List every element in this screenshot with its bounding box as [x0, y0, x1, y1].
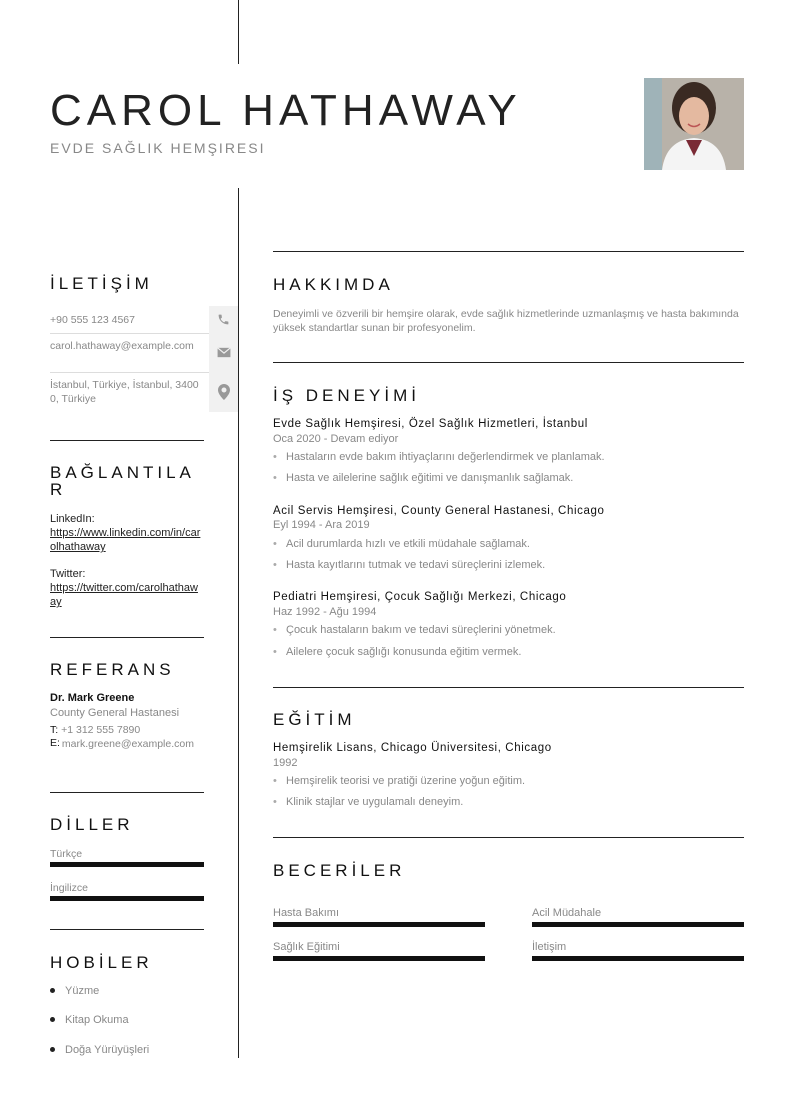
sidebar-divider [50, 929, 204, 930]
job-bullet-text: Acil durumlarda hızlı ve etkili müdahale sağlamak. [286, 538, 530, 550]
education-bullet-text: Hemşirelik teorisi ve pratiği üzerine yoğun eğitim. [286, 775, 526, 787]
skill-level-bar [532, 956, 744, 961]
envelope-icon [209, 333, 238, 372]
job-date: Eyl 1994 - Ara 2019 [273, 519, 370, 531]
education-year: 1992 [273, 757, 298, 769]
job-bullet: • Hastaların evde bakım ihtiyaçlarını değerlendirmek ve planlamak. [273, 451, 605, 463]
reference-phone: +1 312 555 7890 [61, 724, 141, 736]
hobby-label: Yüzme [65, 985, 100, 997]
contact-phone: +90 555 123 4567 [50, 314, 135, 326]
job-title: Acil Servis Hemşiresi, County General Hastanesi, Chicago [273, 505, 605, 517]
section-divider [273, 251, 744, 252]
skills-heading: BECERİLER [273, 861, 406, 880]
education-degree: Hemşirelik Lisans, Chicago Üniversitesi, Chicago [273, 742, 552, 754]
job-bullet: • Ailelere çocuk sağlığı konusunda eğitim vermek. [273, 646, 522, 658]
languages-heading: DİLLER [50, 815, 134, 834]
education-bullet-text: Klinik stajlar ve uygulamalı deneyim. [286, 796, 464, 808]
reference-phone-label: T: [50, 724, 59, 736]
contact-phone-row [50, 306, 238, 334]
experience-heading: İŞ DENEYİMİ [273, 386, 420, 405]
job-bullet-text: Hastaların evde bakım ihtiyaçlarını değerlendirmek ve planlamak. [286, 451, 605, 463]
twitter-label: Twitter: [50, 568, 86, 580]
linkedin-link[interactable]: https://www.linkedin.com/in/carolhathaway [50, 527, 201, 553]
job-bullet: • Hasta kayıtlarını tutmak ve tedavi süreçlerini izlemek. [273, 559, 546, 571]
skill-level-bar [532, 922, 744, 927]
contact-address-row [50, 372, 238, 412]
hobby-label: Doğa Yürüyüşleri [65, 1044, 150, 1056]
hobby-item [50, 985, 99, 997]
education-bullet: • Hemşirelik teorisi ve pratiği üzerine yoğun eğitim. [273, 775, 526, 787]
profile-photo [644, 78, 744, 170]
reference-email-label: E: [50, 737, 60, 749]
job-date: Oca 2020 - Devam ediyor [273, 433, 399, 445]
profile-photo-icon [644, 78, 744, 170]
contact-heading: İLETİŞİM [50, 274, 153, 293]
hobbies-heading: HOBİLER [50, 953, 153, 972]
job-title-subtitle: EVDE SAĞLIK HEMŞIRESI [50, 140, 266, 156]
map-pin-icon [209, 372, 238, 412]
skill-name: Hasta Bakımı [273, 907, 340, 919]
job-bullet: • Çocuk hastaların bakım ve tedavi süreçlerini yönetmek. [273, 624, 556, 636]
job-bullet-text: Hasta ve ailelerine sağlık eğitimi ve danışmanlık sağlamak. [286, 472, 574, 484]
section-divider [273, 837, 744, 838]
education-bullet: • Klinik stajlar ve uygulamalı deneyim. [273, 796, 464, 808]
links-heading: BAĞLANTILAR [50, 463, 195, 499]
bullet-dot-icon [50, 1017, 55, 1022]
reference-phone-row [50, 724, 140, 736]
section-divider [273, 687, 744, 688]
contact-email-row [50, 333, 238, 373]
skill-name: İletişim [532, 941, 567, 953]
skill-level-bar [273, 922, 485, 927]
section-divider [273, 362, 744, 363]
skill-name: Acil Müdahale [532, 907, 602, 919]
about-heading: HAKKIMDA [273, 275, 394, 294]
language-level-bar [50, 896, 204, 901]
sidebar-divider [50, 792, 204, 793]
job-title: Pediatri Hemşiresi, Çocuk Sağlığı Merkezi, Chicago [273, 591, 567, 603]
sidebar-divider [50, 440, 204, 441]
skill-level-bar [273, 956, 485, 961]
job-bullet: • Hasta ve ailelerine sağlık eğitimi ve danışmanlık sağlamak. [273, 472, 574, 484]
bullet-dot-icon [50, 1047, 55, 1052]
about-text: Deneyimli ve özverili bir hemşire olarak, evde sağlık hizmetlerinde uzmanlaşmış ve hasta bakımında yüksek standartlar sunan bir profesyonelim. [273, 308, 739, 334]
reference-company: County General Hastanesi [50, 707, 180, 719]
contact-address: İstanbul, Türkiye, İstanbul, 34000, Türkiye [50, 379, 199, 405]
phone-icon [209, 306, 238, 333]
job-bullet-text: Ailelere çocuk sağlığı konusunda eğitim vermek. [286, 646, 522, 658]
language-name: Türkçe [50, 848, 83, 860]
skill-name: Sağlık Eğitimi [273, 941, 340, 953]
hobby-item [50, 1014, 129, 1026]
language-name: İngilizce [50, 882, 88, 894]
column-divider-line [238, 188, 239, 1058]
reference-email: mark.greene@example.com [61, 738, 194, 750]
language-level-bar [50, 862, 204, 867]
job-bullet: • Acil durumlarda hızlı ve etkili müdahale sağlamak. [273, 538, 530, 550]
sidebar-divider [50, 637, 204, 638]
contact-email: carol.hathaway@example.com [50, 340, 194, 352]
linkedin-label: LinkedIn: [50, 513, 95, 525]
reference-name: Dr. Mark Greene [50, 692, 135, 704]
candidate-name: CAROL HATHAWAY [50, 86, 522, 135]
hobby-item [50, 1044, 149, 1056]
bullet-dot-icon [50, 988, 55, 993]
twitter-link[interactable]: https://twitter.com/carolhathaway [50, 582, 198, 608]
reference-email-row [50, 737, 204, 751]
job-bullet-text: Çocuk hastaların bakım ve tedavi süreçlerini yönetmek. [286, 624, 556, 636]
job-date: Haz 1992 - Ağu 1994 [273, 606, 377, 618]
reference-heading: REFERANS [50, 660, 175, 679]
hobby-label: Kitap Okuma [65, 1014, 129, 1026]
job-title: Evde Sağlık Hemşiresi, Özel Sağlık Hizmetleri, İstanbul [273, 418, 588, 430]
job-bullet-text: Hasta kayıtlarını tutmak ve tedavi süreçlerini izlemek. [286, 559, 546, 571]
top-divider-line [238, 0, 239, 64]
education-heading: EĞİTİM [273, 710, 356, 729]
